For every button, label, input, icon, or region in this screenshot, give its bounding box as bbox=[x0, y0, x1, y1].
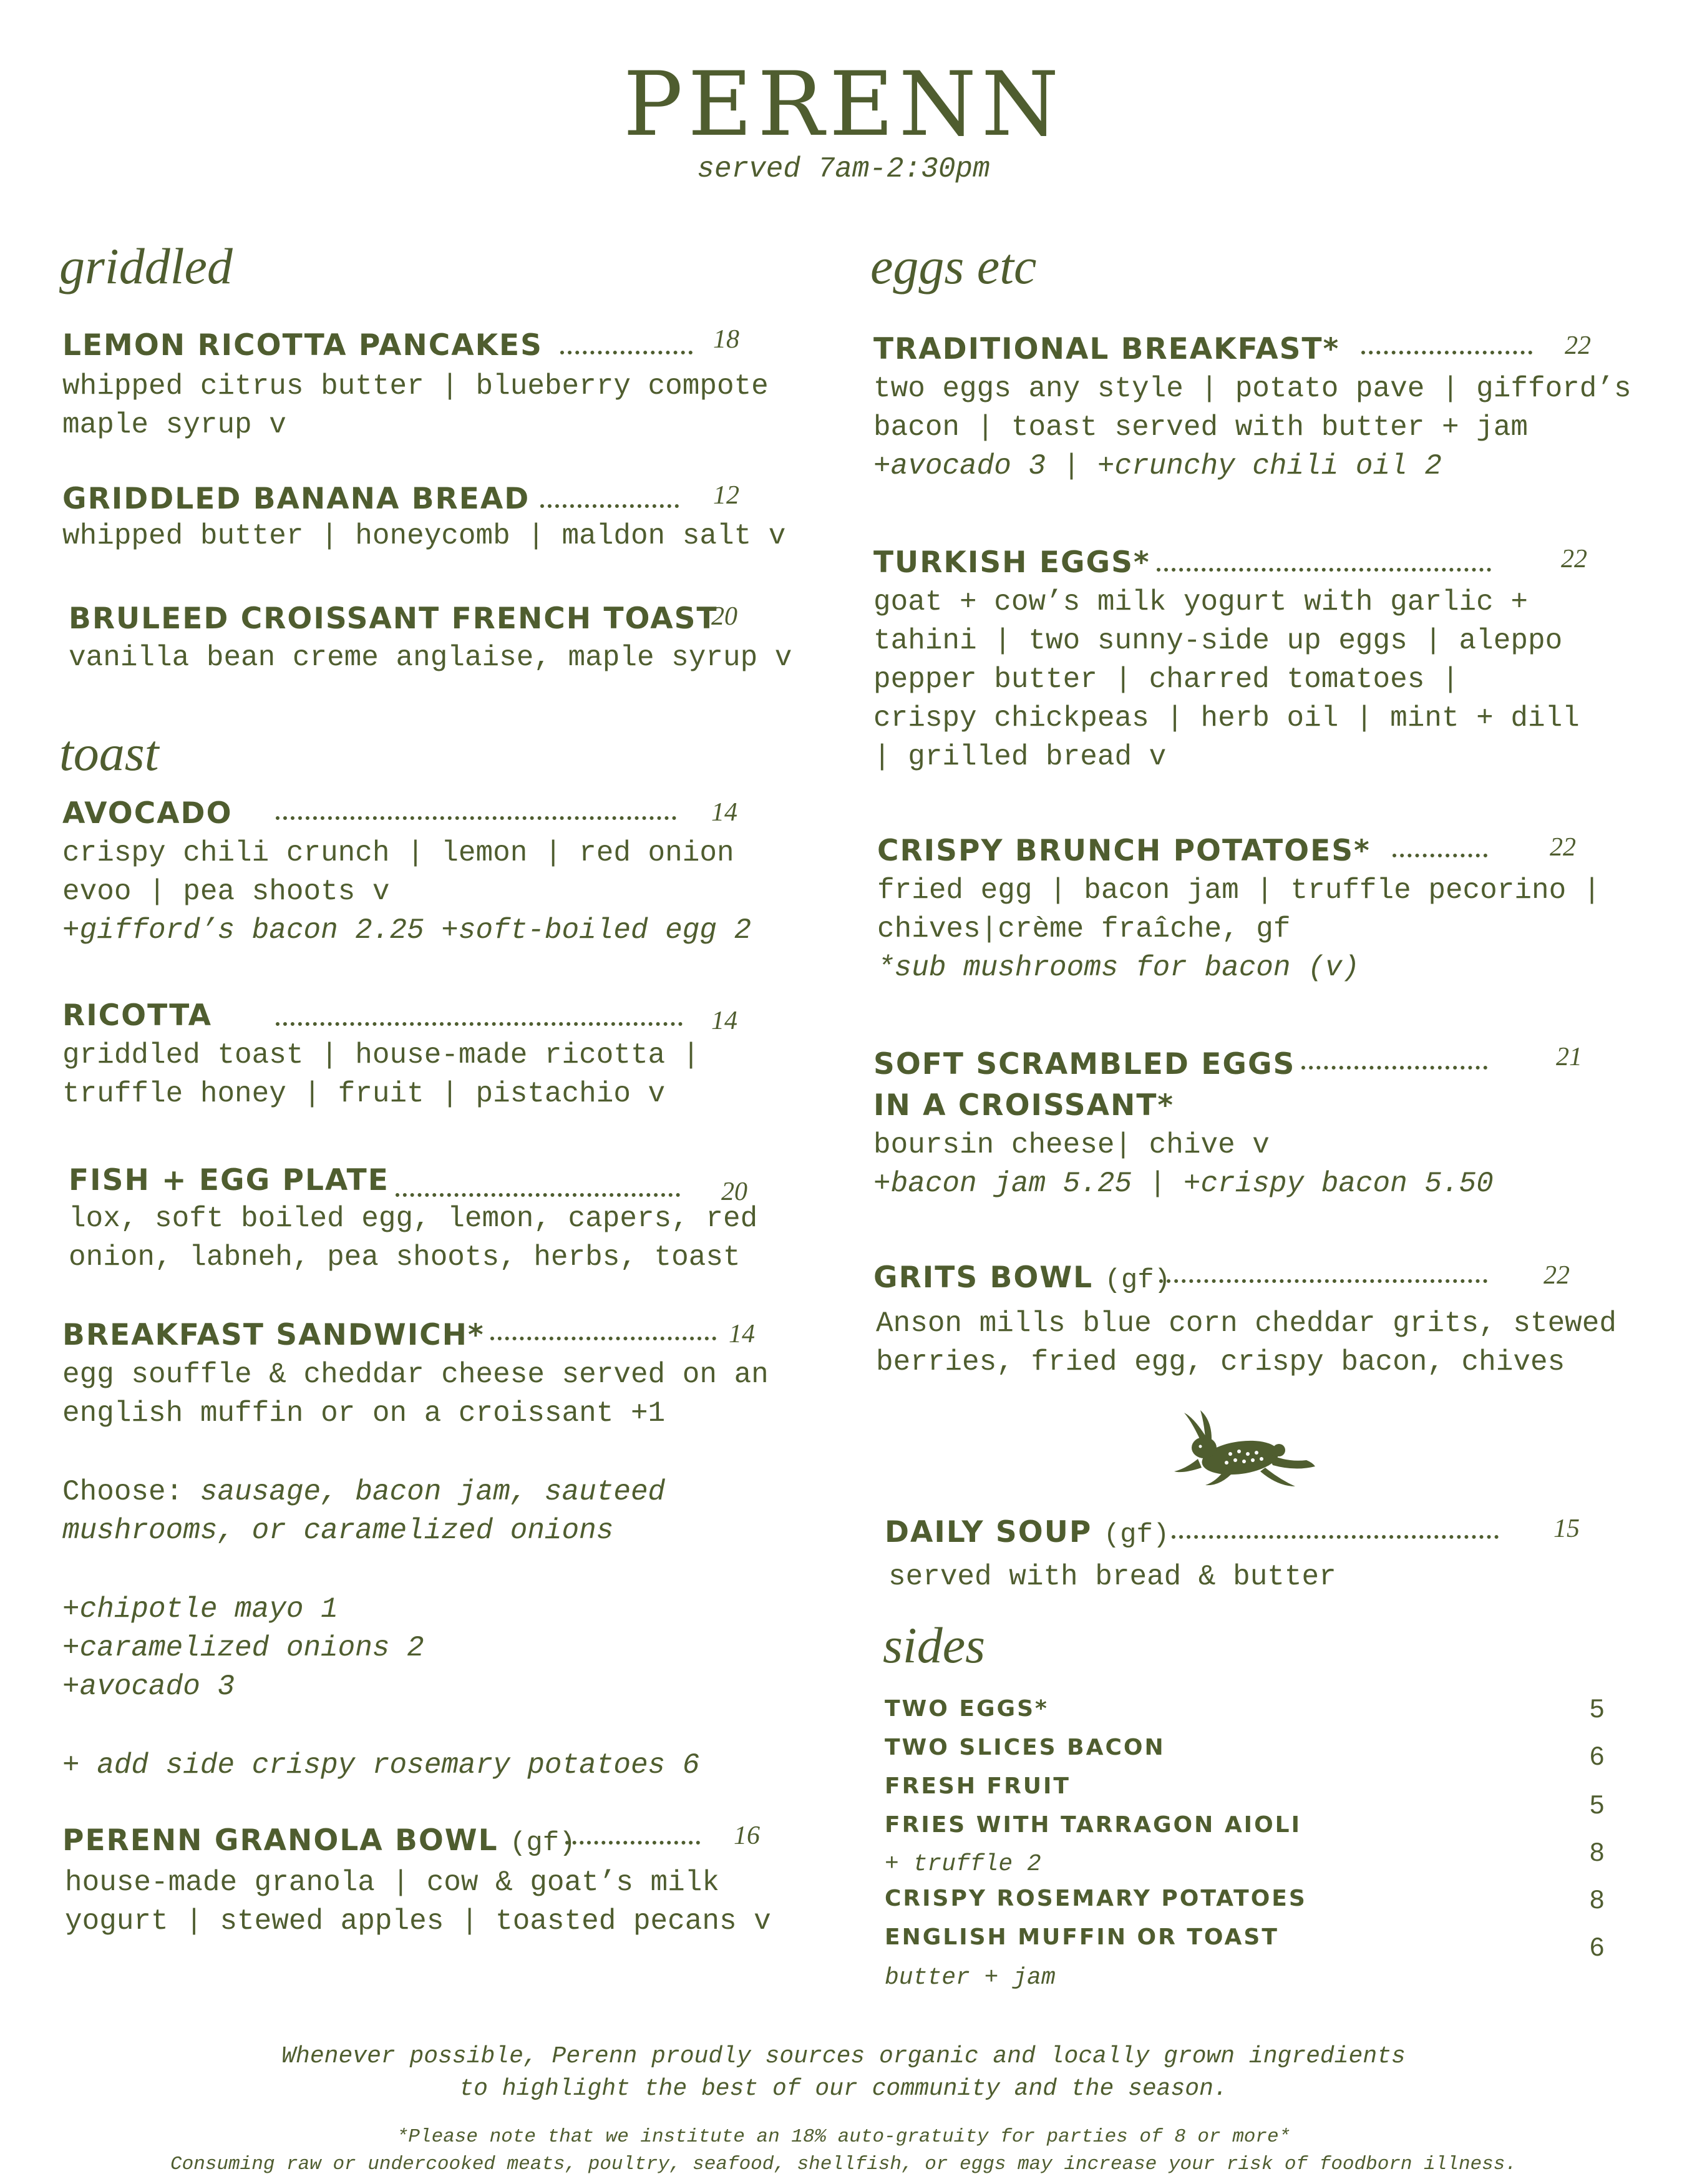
item-description: Anson mills blue corn cheddar grits, stewed bbox=[876, 1307, 1617, 1340]
item-description: crispy chickpeas | herb oil | mint + dill bbox=[873, 702, 1580, 734]
item-addon: +caramelized onions 2 bbox=[62, 1632, 424, 1664]
side-price: 8 bbox=[1590, 1884, 1605, 1914]
item-description: vanilla bean creme anglaise, maple syrup v bbox=[69, 641, 792, 674]
gluten-free-tag: (gf) bbox=[509, 1828, 576, 1859]
gluten-free-tag: (gf) bbox=[1103, 1519, 1170, 1551]
side-price: 5 bbox=[1590, 1694, 1605, 1723]
leader-dots bbox=[276, 816, 676, 820]
item-price: 18 bbox=[713, 325, 739, 354]
choose-options: mushrooms, or caramelized onions bbox=[62, 1514, 614, 1547]
item-addon: +chipotle mayo 1 bbox=[62, 1593, 338, 1626]
item-name-grits-bowl bbox=[873, 1260, 1170, 1296]
item-description: whipped butter | honeycomb | maldon salt v bbox=[62, 520, 786, 552]
leader-dots bbox=[276, 1022, 683, 1026]
section-sides: sides bbox=[883, 1617, 985, 1674]
item-name-lemon-ricotta-pancakes: LEMON RICOTTA PANCAKES bbox=[62, 328, 543, 363]
item-name-crispy-brunch-potatoes: CRISPY BRUNCH POTATOES* bbox=[877, 834, 1371, 868]
leader-dots bbox=[396, 1193, 680, 1197]
item-name-griddled-banana-bread: GRIDDLED BANANA BREAD bbox=[62, 482, 530, 516]
side-note: butter + jam bbox=[885, 1964, 1056, 1991]
side-item: CRISPY ROSEMARY POTATOES bbox=[885, 1886, 1307, 1911]
item-note: *sub mushrooms for bacon (v) bbox=[877, 952, 1359, 984]
rabbit-icon bbox=[1173, 1409, 1316, 1490]
item-description: yogurt | stewed apples | toasted pecans v bbox=[65, 1905, 771, 1938]
section-toast: toast bbox=[59, 724, 159, 781]
item-description: crispy chili crunch | lemon | red onion bbox=[62, 837, 734, 869]
item-name-soft-scrambled-eggs-line2: IN A CROISSANT* bbox=[873, 1088, 1174, 1123]
section-griddled: griddled bbox=[59, 238, 233, 295]
item-description: two eggs any style | potato pave | gifford’s bbox=[873, 373, 1631, 405]
leader-dots bbox=[540, 504, 679, 508]
item-addon: +bacon jam 5.25 | +crispy bacon 5.50 bbox=[873, 1168, 1494, 1200]
leader-dots bbox=[490, 1337, 716, 1340]
item-description: whipped citrus butter | blueberry compote bbox=[62, 370, 769, 402]
item-description: berries, fried egg, crispy bacon, chives bbox=[876, 1346, 1565, 1378]
item-description: evoo | pea shoots v bbox=[62, 875, 390, 908]
item-name-fish-egg-plate: FISH + EGG PLATE bbox=[69, 1163, 389, 1197]
item-price: 12 bbox=[713, 481, 739, 510]
item-description: tahini | two sunny-side up eggs | aleppo bbox=[873, 625, 1563, 657]
item-price: 21 bbox=[1556, 1043, 1582, 1071]
service-hours: served 7am-2:30pm bbox=[697, 153, 990, 185]
item-description: pepper butter | charred tomatoes | bbox=[873, 663, 1459, 696]
item-name-breakfast-sandwich: BREAKFAST SANDWICH* bbox=[62, 1318, 485, 1352]
item-price: 14 bbox=[711, 798, 737, 827]
item-description: lox, soft boiled egg, lemon, capers, red bbox=[69, 1202, 758, 1235]
leader-dots bbox=[1172, 1535, 1499, 1539]
item-addon: +avocado 3 bbox=[62, 1670, 235, 1703]
item-description: goat + cow’s milk yogurt with garlic + bbox=[873, 586, 1528, 618]
item-description: boursin cheese| chive v bbox=[873, 1129, 1270, 1161]
footer-sourcing-line1: Whenever possible, Perenn proudly sources organic and locally grown ingredients bbox=[281, 2043, 1406, 2070]
item-name: PERENN GRANOLA BOWL bbox=[62, 1823, 498, 1858]
leader-dots bbox=[1159, 1279, 1487, 1283]
footer-gratuity-note: *Please note that we institute an 18% auto-gratuity for parties of 8 or more* bbox=[396, 2126, 1291, 2148]
item-name: GRITS BOWL bbox=[873, 1260, 1094, 1295]
side-item: ENGLISH MUFFIN OR TOAST bbox=[885, 1924, 1279, 1950]
choose-label: Choose: bbox=[62, 1476, 183, 1508]
item-description: fried egg | bacon jam | truffle pecorino | bbox=[877, 874, 1601, 907]
item-price: 20 bbox=[711, 602, 737, 631]
gluten-free-tag: (gf) bbox=[1104, 1265, 1171, 1296]
item-name-bruleed-croissant-french-toast: BRULEED CROISSANT FRENCH TOAST bbox=[69, 602, 718, 636]
side-note: + truffle 2 bbox=[885, 1851, 1041, 1878]
item-price: 22 bbox=[1561, 545, 1587, 573]
footer-health-warning: Consuming raw or undercooked meats, poultry, seafood, shellfish, or eggs may increase your risk of foodborn illness. bbox=[170, 2153, 1517, 2175]
side-item: FRIES WITH TARRAGON AIOLI bbox=[885, 1812, 1302, 1838]
item-price: 14 bbox=[729, 1320, 755, 1348]
item-description: house-made granola | cow & goat’s milk bbox=[65, 1866, 719, 1899]
item-price: 15 bbox=[1553, 1514, 1580, 1543]
item-description: truffle honey | fruit | pistachio v bbox=[62, 1078, 666, 1110]
leader-dots bbox=[565, 1841, 700, 1845]
item-price: 22 bbox=[1544, 1261, 1570, 1290]
item-addon: +gifford’s bacon 2.25 +soft-boiled egg 2 bbox=[62, 914, 752, 947]
side-item: FRESH FRUIT bbox=[885, 1773, 1071, 1799]
item-name-ricotta: RICOTTA bbox=[62, 998, 213, 1033]
item-name-avocado: AVOCADO bbox=[62, 796, 233, 831]
footer-sourcing-line2: to highlight the best of our community and the season. bbox=[459, 2075, 1228, 2102]
restaurant-title: PERENN bbox=[623, 53, 1064, 156]
item-addon: +avocado 3 | +crunchy chili oil 2 bbox=[873, 450, 1442, 482]
item-name-turkish-eggs: TURKISH EGGS* bbox=[873, 545, 1150, 580]
item-price: 22 bbox=[1550, 833, 1576, 862]
item-description: bacon | toast served with butter + jam bbox=[873, 411, 1528, 444]
item-price: 16 bbox=[734, 1821, 760, 1850]
sandwich-choose-line bbox=[62, 1473, 665, 1511]
item-description: onion, labneh, pea shoots, herbs, toast bbox=[69, 1241, 741, 1274]
item-description: maple syrup v bbox=[62, 409, 286, 441]
item-name-soft-scrambled-eggs: SOFT SCRAMBLED EGGS bbox=[873, 1047, 1296, 1081]
leader-dots bbox=[1393, 854, 1487, 857]
item-name-perenn-granola-bowl bbox=[62, 1823, 576, 1859]
item-description: chives|crème fraîche, gf bbox=[877, 913, 1291, 945]
item-name-traditional-breakfast: TRADITIONAL BREAKFAST* bbox=[873, 332, 1340, 366]
item-price: 14 bbox=[711, 1007, 737, 1035]
item-price: 22 bbox=[1565, 331, 1591, 360]
choose-options: sausage, bacon jam, sauteed bbox=[200, 1476, 666, 1508]
side-item: TWO SLICES BACON bbox=[885, 1735, 1165, 1760]
item-description: english muffin or on a croissant +1 bbox=[62, 1397, 666, 1430]
item-description: | grilled bread v bbox=[873, 741, 1167, 773]
item-name: DAILY SOUP bbox=[885, 1515, 1092, 1549]
side-price: 8 bbox=[1590, 1837, 1605, 1866]
leader-dots bbox=[1361, 351, 1532, 354]
side-price: 6 bbox=[1590, 1932, 1605, 1961]
item-description: egg souffle & cheddar cheese served on an bbox=[62, 1358, 769, 1391]
item-description: griddled toast | house-made ricotta | bbox=[62, 1039, 700, 1071]
leader-dots bbox=[1301, 1066, 1487, 1070]
item-name-daily-soup bbox=[885, 1515, 1169, 1551]
item-price: 20 bbox=[721, 1177, 747, 1206]
side-price: 5 bbox=[1590, 1790, 1605, 1819]
section-eggs-etc: eggs etc bbox=[870, 238, 1037, 295]
side-price: 6 bbox=[1590, 1741, 1605, 1770]
item-description: served with bread & butter bbox=[888, 1561, 1336, 1593]
side-item: TWO EGGS* bbox=[885, 1696, 1049, 1722]
leader-dots bbox=[560, 351, 693, 354]
item-addon: + add side crispy rosemary potatoes 6 bbox=[62, 1749, 700, 1782]
leader-dots bbox=[1157, 568, 1491, 572]
